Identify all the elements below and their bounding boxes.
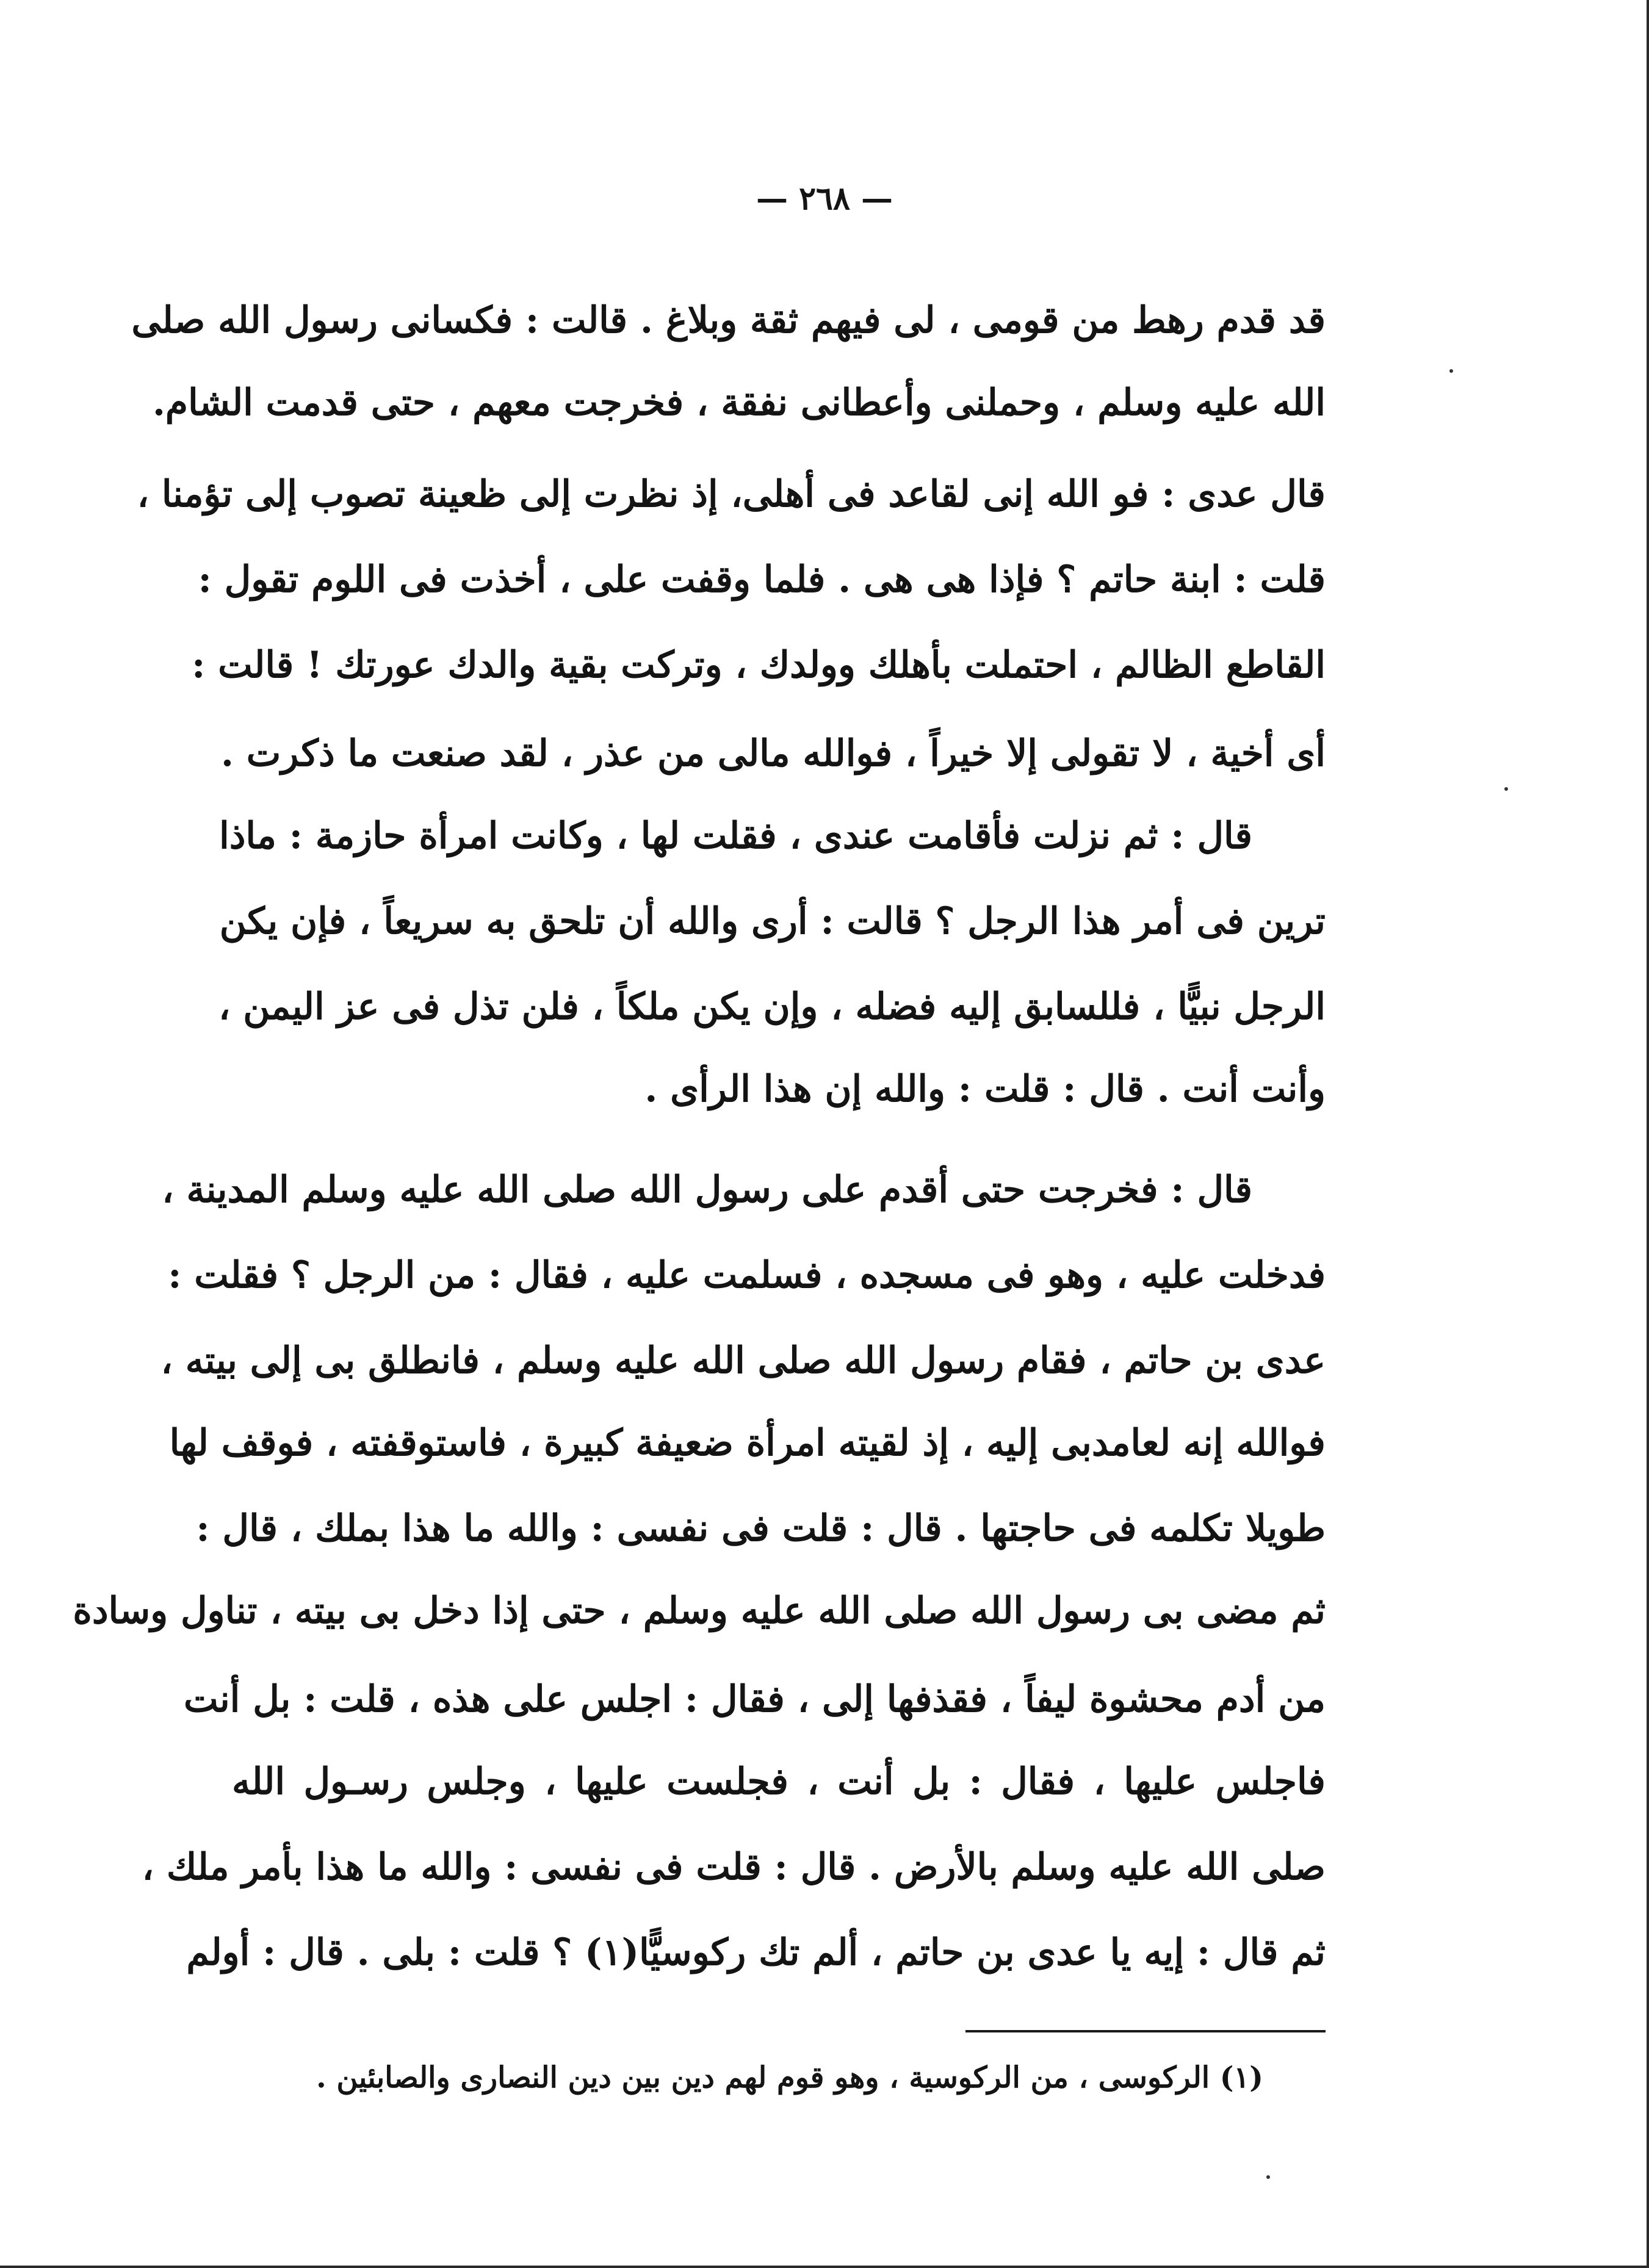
scan-speck bbox=[1449, 369, 1453, 373]
text-line-19: صلى الله عليه وسلم بالأرض . قال : قلت فى نفسى : والله ما هذا بأمر ملك ، bbox=[142, 1846, 1326, 1888]
text-line-17: من أدم محشوة ليفاً ، فقذفها إلى ، فقال : اجلس على هذه ، قلت : بل أنت bbox=[184, 1678, 1326, 1721]
text-line-7: قال : ثم نزلت فأقامت عندى ، فقلت لها ، وكانت امرأة حازمة : ماذا bbox=[219, 815, 1252, 857]
text-line-14: فوالله إنه لعامدبى إليه ، إذ لقيته امرأة ضعيفة كبيرة ، فاستوقفته ، فوقف لها bbox=[169, 1422, 1326, 1464]
text-line-18: فاجلس عليها ، فقال : بل أنت ، فجلست عليها ، وجلس رسـول الله bbox=[232, 1760, 1326, 1803]
text-line-3: قال عدى : فو الله إنى لقاعد فى أهلى، إذ نظرت إلى ظعينة تصوب إلى تؤمنا ، bbox=[137, 473, 1326, 516]
text-line-6: أى أخية ، لا تقولى إلا خيراً ، فوالله مالى من عذر ، لقد صنعت ما ذكرت . bbox=[221, 732, 1326, 775]
text-line-9: الرجل نبيًّا ، فللسابق إليه فضله ، وإن يكن ملكاً ، فلن تذل فى عز اليمن ، bbox=[218, 985, 1326, 1028]
text-line-12: فدخلت عليه ، وهو فى مسجده ، فسلمت عليه ، فقال : من الرجل ؟ فقلت : bbox=[168, 1254, 1326, 1297]
text-line-5: القاطع الظالم ، احتملت بأهلك وولدك ، وتركت بقية والدك عورتك ! قالت : bbox=[192, 644, 1326, 686]
scan-speck bbox=[1504, 787, 1508, 791]
page-number: — ٢٦٨ — bbox=[756, 180, 893, 217]
footnote: (١) الركوسى ، من الركوسية ، وهو قوم لهم دين بين دين النصارى والصابئين . bbox=[316, 2061, 1263, 2095]
text-line-1: قد قدم رهط من قومى ، لى فيهم ثقة وبلاغ . قالت : فكسانى رسول الله صلى bbox=[131, 299, 1326, 342]
text-line-15: طويلا تكلمه فى حاجتها . قال : قلت فى نفسى : والله ما هذا بملك ، قال : bbox=[196, 1507, 1326, 1550]
scan-speck bbox=[1266, 2175, 1270, 2179]
footnote-divider bbox=[965, 2030, 1326, 2032]
text-line-10: وأنت أنت . قال : قلت : والله إن هذا الرأى . bbox=[644, 1068, 1326, 1111]
text-line-13: عدى بن حاتم ، فقام رسول الله صلى الله عليه وسلم ، فانطلق بى إلى بيته ، bbox=[161, 1339, 1326, 1382]
scan-border-right bbox=[1647, 0, 1649, 2268]
text-line-11: قال : فخرجت حتى أقدم على رسول الله صلى الله عليه وسلم المدينة ، bbox=[162, 1168, 1252, 1211]
text-line-2: الله عليه وسلم ، وحملنى وأعطانى نفقة ، فخرجت معهم ، حتى قدمت الشام. bbox=[153, 381, 1326, 424]
text-line-16: ثم مضى بى رسول الله صلى الله عليه وسلم ، حتى إذا دخل بى بيته ، تناول وسادة bbox=[73, 1589, 1326, 1632]
text-line-4: قلت : ابنة حاتم ؟ فإذا هى هى . فلما وقفت على ، أخذت فى اللوم تقول : bbox=[198, 558, 1326, 601]
text-line-8: ترين فى أمر هذا الرجل ؟ قالت : أرى والله أن تلحق به سريعاً ، فإن يكن bbox=[219, 900, 1326, 943]
scan-border-bottom bbox=[0, 2266, 1649, 2268]
text-line-20: ثم قال : إيه يا عدى بن حاتم ، ألم تك ركوسيًّا(١) ؟ قلت : بلى . قال : أولم bbox=[186, 1931, 1326, 1974]
